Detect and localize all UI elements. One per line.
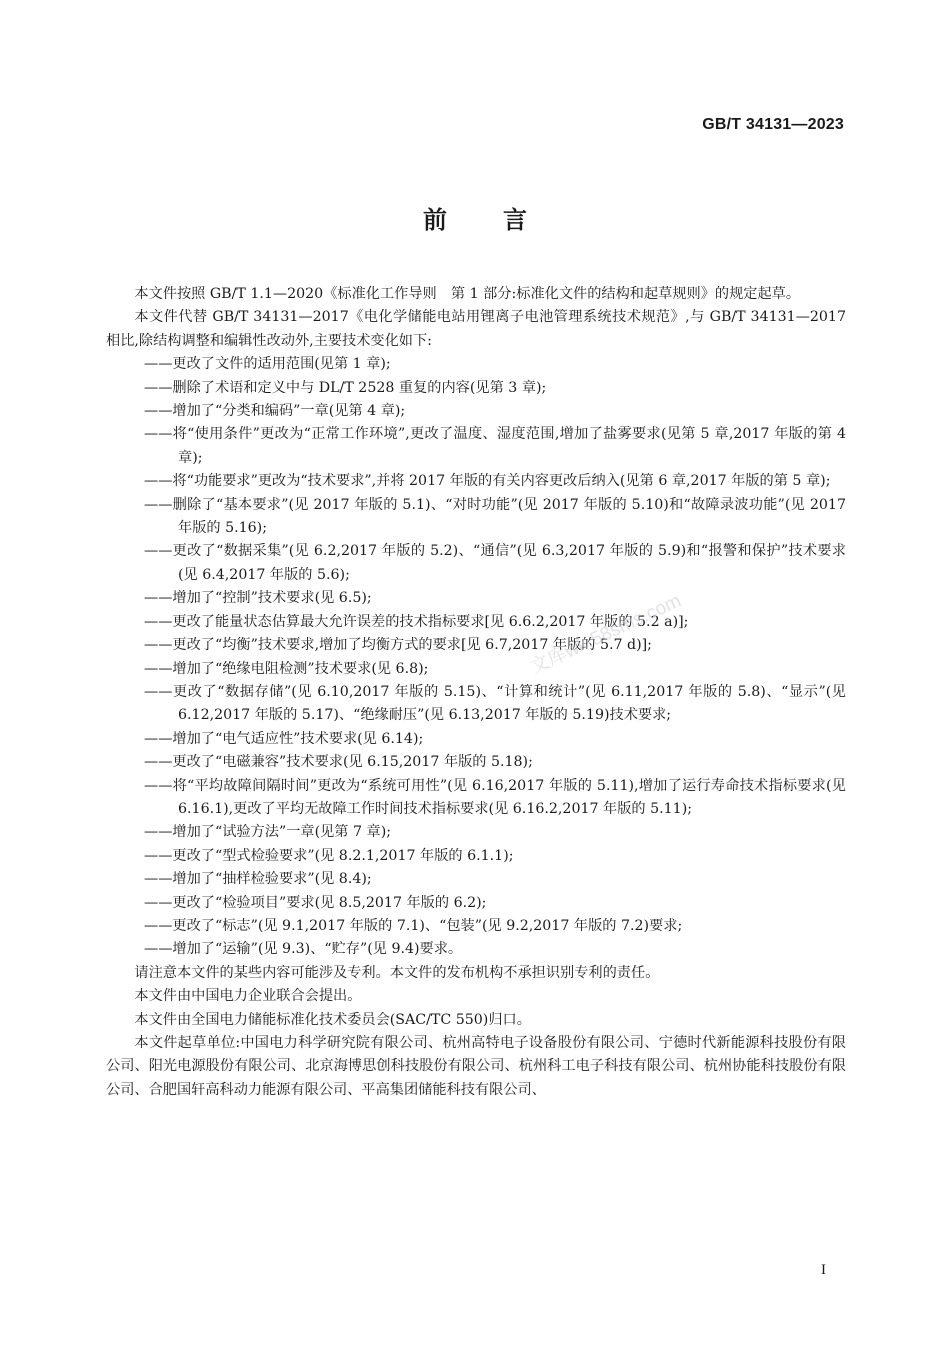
change-item: ——增加了“控制”技术要求(见 6.5); <box>144 590 372 607</box>
change-item: ——更改了“均衡”技术要求,增加了均衡方式的要求[见 6.7,2017 年版的 5.7 d)]; <box>144 637 652 654</box>
change-item: ——将“功能要求”更改为“技术要求”,并将 2017 年版的有关内容更改后纳入(见第 6 章,2017 年版的第 5 章); <box>144 473 831 490</box>
change-item: ——更改了文件的适用范围(见第 1 章); <box>144 356 391 373</box>
change-item: ——增加了“试验方法”一章(见第 7 章); <box>144 824 392 841</box>
change-item: ——删除了“基本要求”(见 2017 年版的 5.1)、“对时功能”(见 2017 年版的 5.10)和“故障录波功能”(见 2017 年版的 5.16); <box>144 496 846 537</box>
paragraph-proposer: 本文件由中国电力企业联合会提出。 <box>134 988 362 1005</box>
paragraph-drafters: 本文件起草单位:中国电力科学研究院有限公司、杭州高特电子设备股份有限公司、宁德时代新能源科技股份有限公司、阳光电源股份有限公司、北京海博思创科技股份有限公司、杭州科工电子科技有限公司、杭州协能科技股份有限公司、合肥国轩高科动力能源有限公司、平高集团储能科技有限公司、 <box>106 1035 846 1098</box>
paragraph-replacement: 本文件代替 GB/T 34131—2017《电化学储能电站用锂离子电池管理系统技术规范》,与 GB/T 34131—2017 相比,除结构调整和编辑性改动外,主要技术变化如下: <box>106 309 846 349</box>
watermark: 文库wk.58sms.com <box>527 590 685 679</box>
page-title: 前言 <box>423 206 583 234</box>
change-item: ——更改了“电磁兼容”技术要求(见 6.15,2017 年版的 5.18); <box>144 754 533 771</box>
change-item: ——增加了“抽样检验要求”(见 8.4); <box>144 871 372 888</box>
change-item: ——增加了“分类和编码”一章(见第 4 章); <box>144 403 406 420</box>
paragraph-drafting-rules: 本文件按照 GB/T 1.1—2020《标准化工作导则 第 1 部分:标准化文件的结构和起草规则》的规定起草。 <box>134 286 801 302</box>
change-item: ——增加了“运输”(见 9.3)、“贮存”(见 9.4)要求。 <box>144 941 463 958</box>
change-item: ——删除了术语和定义中与 DL/T 2528 重复的内容(见第 3 章); <box>144 379 547 396</box>
change-item: ——更改了“数据存储”(见 6.10,2017 年版的 5.15)、“计算和统计”(见 6.11,2017 年版的 5.8)、“显示”(见 6.12,2017 年版的 5.17)、“绝缘耐压”(见 6.13,2017 年版的 5.19)技术要求; <box>144 683 846 724</box>
paragraph-committee: 本文件由全国电力储能标准化技术委员会(SAC/TC 550)归口。 <box>134 1011 531 1028</box>
standard-number: GB/T 34131—2023 <box>702 116 844 133</box>
change-item: ——更改了“检验项目”要求(见 8.5,2017 年版的 6.2); <box>144 894 487 911</box>
change-item: ——将“平均故障间隔时间”更改为“系统可用性”(见 6.16,2017 年版的 5.11),增加了运行寿命技术指标要求(见 6.16.1),更改了平均无故障工作时间技术指标要求(见 6.16.2,2017 年版的 5.11); <box>144 777 846 817</box>
change-item: ——更改了“型式检验要求”(见 8.2.1,2017 年版的 6.1.1); <box>144 847 514 864</box>
change-item: ——更改了“标志”(见 9.1,2017 年版的 7.1)、“包装”(见 9.2,2017 年版的 7.2)要求; <box>144 917 683 934</box>
change-item: ——将“使用条件”更改为“正常工作环境”,更改了温度、湿度范围,增加了盐雾要求(见第 5 章,2017 年版的第 4 章); <box>144 426 846 466</box>
foreword-body <box>106 283 846 1102</box>
change-item: ——增加了“电气适应性”技术要求(见 6.14); <box>144 730 424 747</box>
paragraph-patent-notice: 请注意本文件的某些内容可能涉及专利。本文件的发布机构不承担识别专利的责任。 <box>134 964 660 981</box>
change-item: ——更改了能量状态估算最大允许误差的技术指标要求[见 6.6.2,2017 年版的 5.2 a)]; <box>144 613 689 630</box>
page-number: I <box>821 1262 826 1278</box>
change-item: ——增加了“绝缘电阻检测”技术要求(见 6.8); <box>144 660 429 677</box>
change-item: ——更改了“数据采集”(见 6.2,2017 年版的 5.2)、“通信”(见 6.3,2017 年版的 5.9)和“报警和保护”技术要求(见 6.4,2017 年版的 5.6); <box>144 543 846 583</box>
